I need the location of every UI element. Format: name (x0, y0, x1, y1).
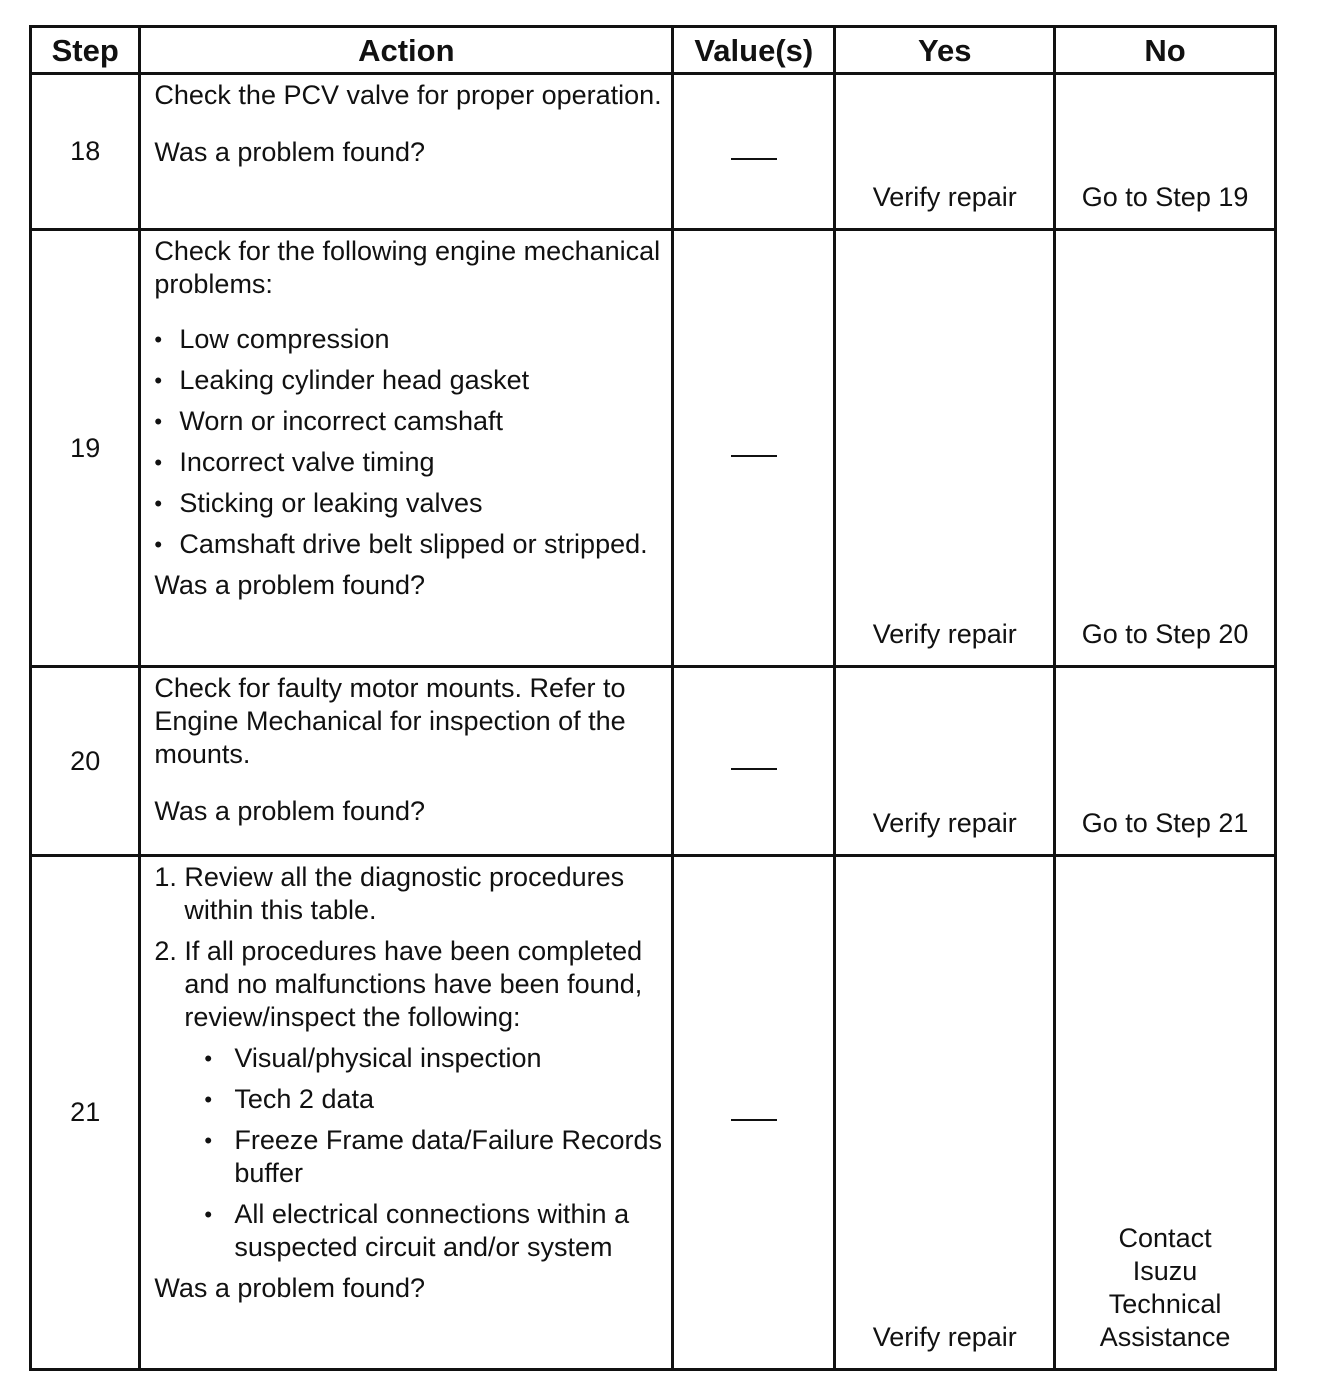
action-text: Check the PCV valve for proper operation. (154, 80, 662, 110)
header-yes: Yes (835, 27, 1055, 74)
header-row (31, 27, 1276, 74)
list-item (154, 861, 665, 927)
value-cell (673, 74, 835, 230)
item-text: If all procedures have been completed and no malfunctions have been found, review/inspect the following: (184, 936, 643, 1033)
step-number: 20 (31, 667, 140, 856)
value-cell (673, 856, 835, 1370)
value-cell (673, 229, 835, 667)
yes-cell: Verify repair (835, 667, 1055, 856)
list-item: • Visual/physical inspection (204, 1042, 665, 1075)
question-text: Was a problem found? (154, 796, 426, 827)
value-cell (673, 667, 835, 856)
list-item: • Worn or incorrect camshaft (154, 405, 665, 438)
yes-cell: Verify repair (835, 856, 1055, 1370)
no-cell: Go to Step 21 (1055, 667, 1276, 856)
value-dash (731, 1119, 777, 1121)
header-step: Step (31, 27, 140, 74)
action-cell (140, 74, 673, 230)
step-number: 18 (31, 74, 140, 230)
value-dash (731, 768, 777, 770)
list-item: • Camshaft drive belt slipped or stripped. (154, 528, 665, 561)
yes-cell: Verify repair (835, 74, 1055, 230)
item-number: 2. (154, 936, 177, 967)
item-text: Review all the diagnostic procedures within this table. (184, 862, 625, 926)
list-item: • Incorrect valve timing (154, 446, 665, 479)
no-cell (1055, 856, 1276, 1370)
list-item: • Freeze Frame data/Failure Records buffer (204, 1124, 665, 1190)
step-number: 21 (31, 856, 140, 1370)
diagnostic-table (29, 25, 1277, 1371)
header-action: Action (140, 27, 673, 74)
table-row (31, 856, 1276, 1370)
action-cell (140, 667, 673, 856)
action-text: Check for faulty motor mounts. Refer to Engine Mechanical for inspection of the mounts. (154, 673, 626, 770)
question-text: Was a problem found? (154, 1273, 426, 1304)
value-dash (731, 455, 777, 457)
sub-bullet-list (204, 1042, 665, 1264)
header-no: No (1055, 27, 1276, 74)
question-text: Was a problem found? (154, 137, 426, 167)
table-row (31, 229, 1276, 667)
action-cell (140, 229, 673, 667)
item-number: 1. (154, 862, 177, 893)
contact-text: Contact Isuzu Technical Assistance (1099, 1223, 1231, 1352)
list-item: • Leaking cylinder head gasket (154, 364, 665, 397)
no-cell: Go to Step 20 (1055, 229, 1276, 667)
question-text: Was a problem found? (154, 569, 426, 600)
list-item: • Tech 2 data (204, 1083, 665, 1116)
list-item (154, 935, 665, 1264)
action-cell (140, 856, 673, 1370)
list-item: • Sticking or leaking valves (154, 487, 665, 520)
numbered-list (154, 861, 665, 1264)
yes-cell: Verify repair (835, 229, 1055, 667)
list-item: • All electrical connections within a suspected circuit and/or system (204, 1198, 665, 1264)
table-row (31, 74, 1276, 230)
value-dash (731, 158, 777, 160)
bullet-list (154, 323, 665, 561)
no-cell: Go to Step 19 (1055, 74, 1276, 230)
step-number: 19 (31, 229, 140, 667)
list-item: • Low compression (154, 323, 665, 356)
action-text: Check for the following engine mechanical problems: (154, 235, 661, 299)
table-row (31, 667, 1276, 856)
header-values: Value(s) (673, 27, 835, 74)
